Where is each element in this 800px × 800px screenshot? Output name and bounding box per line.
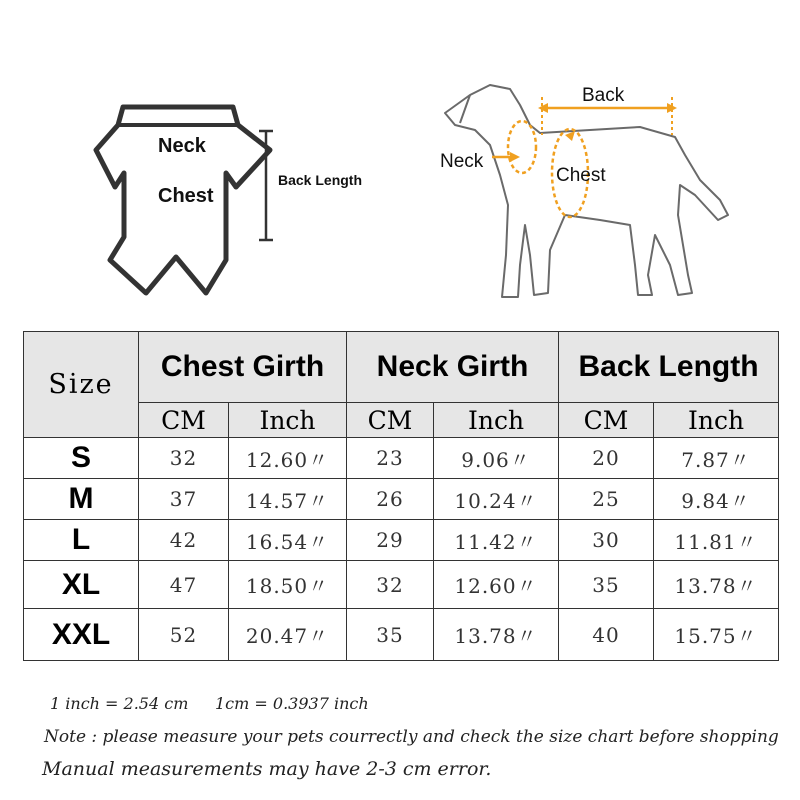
unit-header: CM (347, 403, 434, 438)
table-row (24, 609, 779, 661)
garment-neck-label: Neck (158, 135, 206, 157)
chest-girth-header: Chest Girth (139, 332, 347, 403)
garment-chest-label: Chest (158, 185, 214, 207)
garment-back-length-label: Back Length (278, 172, 363, 188)
chest-inch-cell: 20.47〃 (229, 609, 347, 661)
back-inch-cell: 13.78〃 (654, 561, 779, 609)
chest-inch-cell: 14.57〃 (229, 479, 347, 520)
back-inch-cell: 9.84〃 (654, 479, 779, 520)
back-cm-cell: 35 (559, 561, 654, 609)
table-row (24, 438, 779, 479)
neck-inch-cell: 10.24〃 (434, 479, 559, 520)
unit-header: Inch (654, 403, 779, 438)
back-cm-cell: 25 (559, 479, 654, 520)
back-cm-cell: 20 (559, 438, 654, 479)
dog-chest-label: Chest (556, 165, 606, 186)
garment-outline (88, 95, 388, 305)
chest-cm-cell: 47 (139, 561, 229, 609)
table-row (24, 520, 779, 561)
garment-diagram (88, 95, 388, 305)
back-inch-cell: 11.81〃 (654, 520, 779, 561)
chest-cm-cell: 32 (139, 438, 229, 479)
size-chart-table (23, 331, 779, 661)
chest-inch-cell: 18.50〃 (229, 561, 347, 609)
neck-inch-cell: 11.42〃 (434, 520, 559, 561)
dog-diagram (430, 75, 750, 315)
dog-outline (430, 75, 750, 315)
dog-neck-label: Neck (440, 151, 484, 172)
chest-inch-cell: 12.60〃 (229, 438, 347, 479)
neck-cm-cell: 26 (347, 479, 434, 520)
chest-cm-cell: 52 (139, 609, 229, 661)
size-cell: XXL (24, 609, 139, 661)
neck-cm-cell: 35 (347, 609, 434, 661)
table-row (24, 479, 779, 520)
unit-header: CM (139, 403, 229, 438)
table-row (24, 561, 779, 609)
neck-cm-cell: 23 (347, 438, 434, 479)
neck-inch-cell: 13.78〃 (434, 609, 559, 661)
neck-inch-cell: 9.06〃 (434, 438, 559, 479)
back-inch-cell: 7.87〃 (654, 438, 779, 479)
neck-inch-cell: 12.60〃 (434, 561, 559, 609)
measure-note: Note : please measure your pets courrectly and check the size chart before shopping (44, 727, 779, 747)
back-length-header: Back Length (559, 332, 779, 403)
table-header-row (24, 332, 779, 403)
unit-header: Inch (229, 403, 347, 438)
chest-inch-cell: 16.54〃 (229, 520, 347, 561)
neck-cm-cell: 32 (347, 561, 434, 609)
neck-girth-header: Neck Girth (347, 332, 559, 403)
size-cell: S (24, 438, 139, 479)
chest-cm-cell: 42 (139, 520, 229, 561)
error-note: Manual measurements may have 2-3 cm error. (42, 758, 492, 780)
back-cm-cell: 30 (559, 520, 654, 561)
size-cell: M (24, 479, 139, 520)
size-cell: XL (24, 561, 139, 609)
size-column-header: Size (24, 332, 139, 438)
size-cell: L (24, 520, 139, 561)
neck-cm-cell: 29 (347, 520, 434, 561)
conversion-cm-note: 1cm = 0.3937 inch (215, 694, 369, 713)
unit-header: CM (559, 403, 654, 438)
back-inch-cell: 15.75〃 (654, 609, 779, 661)
conversion-inch-note: 1 inch = 2.54 cm (50, 694, 189, 713)
back-cm-cell: 40 (559, 609, 654, 661)
chest-cm-cell: 37 (139, 479, 229, 520)
dog-back-label: Back (582, 85, 625, 106)
unit-header: Inch (434, 403, 559, 438)
